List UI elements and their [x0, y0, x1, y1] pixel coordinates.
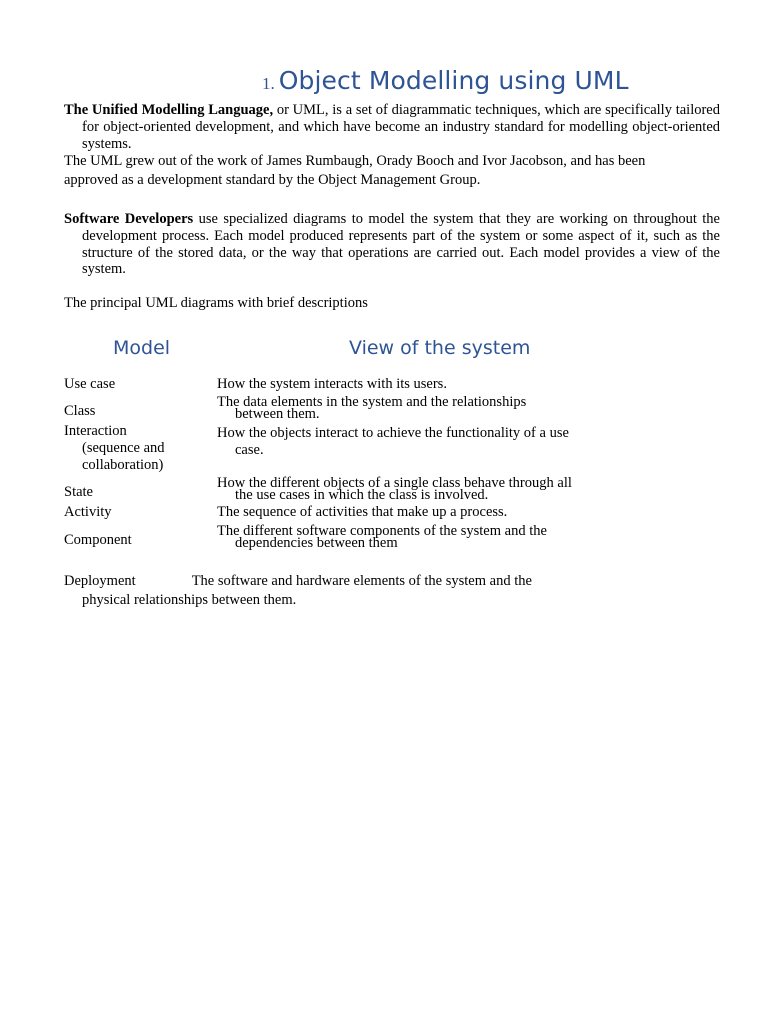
view-activity: The sequence of activities that make up a process. — [217, 504, 508, 520]
model-interaction-line-2: (sequence and — [82, 440, 165, 456]
deployment-row — [64, 572, 532, 610]
model-column-heading: Model — [113, 337, 171, 359]
developers-bold-term: Software Developers — [64, 211, 194, 227]
view-deployment-line-1: The software and hardware elements of the system and the — [191, 573, 532, 589]
view-component-line-2: dependencies between them — [235, 534, 398, 551]
title-text: Object Modelling using UML — [278, 66, 629, 95]
view-deployment-line-2: physical relationships between them. — [82, 592, 297, 608]
developers-paragraph — [64, 211, 720, 278]
view-interaction-line-1: How the objects interact to achieve the functionality of a use — [217, 425, 569, 441]
view-state-line-2: the use cases in which the class is involved. — [235, 486, 489, 503]
model-class: Class — [64, 403, 96, 419]
intro-text: or UML, is a set of diagrammatic techniques, which are specifically tailored for object-oriented development, and which have become an industry standard for modelling object-oriented systems. — [82, 102, 720, 152]
uml-origin-paragraph: The UML grew out of the work of James Rumbaugh, Orady Booch and Ivor Jacobson, and has been approved as a development standard by the Object Management Group. — [64, 153, 646, 188]
view-state-line-1: How the different objects of a single class behave through all — [217, 475, 572, 491]
model-activity: Activity — [64, 504, 112, 520]
principal-diagrams-line: The principal UML diagrams with brief descriptions — [64, 295, 368, 311]
view-use-case: How the system interacts with its users. — [217, 376, 447, 392]
model-deployment: Deployment — [64, 573, 136, 589]
view-interaction — [217, 425, 569, 459]
model-interaction — [64, 423, 165, 474]
intro-paragraph — [64, 102, 720, 152]
view-component — [217, 523, 547, 551]
model-component: Component — [64, 532, 132, 548]
model-state: State — [64, 484, 93, 500]
view-component-line-1: The different software components of the system and the — [217, 523, 547, 539]
model-interaction-line-1: Interaction — [64, 423, 127, 439]
view-state — [217, 475, 572, 503]
developers-text: use specialized diagrams to model the system that they are working on throughout the development process. Each model produced represents part of the system or some aspect of it, such as the structure of the stored data, or the way that operations are carried out. Each model provides a view of the system. — [82, 211, 720, 278]
view-class — [217, 394, 527, 422]
model-use-case: Use case — [64, 376, 116, 392]
view-class-line-1: The data elements in the system and the relationships — [217, 394, 527, 410]
title-number: 1. — [262, 74, 275, 93]
intro-bold-term: The Unified Modelling Language, — [64, 102, 274, 118]
view-interaction-line-2: case. — [235, 442, 264, 458]
view-column-heading: View of the system — [349, 337, 531, 359]
view-class-line-2: between them. — [235, 405, 320, 422]
deployment-line-1 — [64, 572, 532, 591]
model-interaction-line-3: collaboration) — [82, 457, 164, 473]
page-title — [262, 66, 629, 95]
